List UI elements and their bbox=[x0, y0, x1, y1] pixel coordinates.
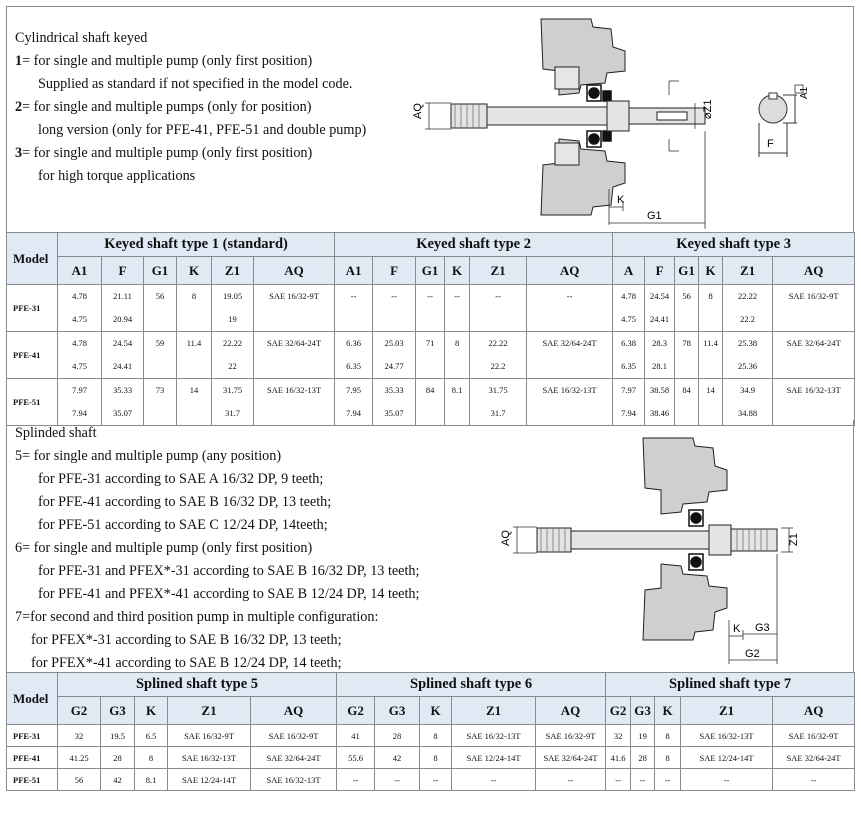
col-header: F bbox=[645, 257, 675, 285]
keyed-shaft-drawing bbox=[411, 11, 855, 231]
splined-line: 7=for second and third position pump in multiple configuration: bbox=[15, 609, 379, 625]
cell-value: 14 bbox=[706, 385, 715, 395]
cell-value: SAE 32/64-24T bbox=[542, 338, 597, 348]
cell-value: 38.58 bbox=[650, 385, 670, 395]
col-header: A1 bbox=[335, 257, 373, 285]
splined-shaft-section bbox=[6, 420, 854, 672]
table-cell: -- bbox=[655, 769, 681, 791]
splined-dim-g3: G3 bbox=[755, 622, 770, 634]
splined-line: 6= for single and multiple pump (only first position) bbox=[15, 540, 313, 556]
cell-value: 73 bbox=[155, 385, 165, 395]
splined-line: for PFEX*-41 according to SAE B 12/24 DP, 14 teeth; bbox=[31, 655, 342, 671]
cell-value: 22.22 bbox=[738, 291, 758, 301]
cell-value: SAE 16/32-9T bbox=[269, 291, 319, 301]
table-cell: 19.5 bbox=[101, 725, 135, 747]
table-cell bbox=[470, 332, 527, 379]
cell-value: 25.03 bbox=[384, 338, 404, 348]
table-cell bbox=[254, 285, 335, 332]
keyed-shaft-description bbox=[15, 27, 366, 188]
table-cell: 6.5 bbox=[135, 725, 168, 747]
model-cell: PFE-51 bbox=[7, 379, 58, 426]
cell-value: 56 bbox=[155, 291, 165, 301]
cell-value: 20.94 bbox=[112, 314, 133, 324]
table-cell bbox=[470, 285, 527, 332]
table-row bbox=[7, 379, 855, 426]
cell-value: 7.94 bbox=[72, 408, 87, 418]
table-cell: -- bbox=[452, 769, 536, 791]
table-cell bbox=[675, 285, 699, 332]
cell-value: 6.38 bbox=[621, 338, 637, 348]
col-header: G3 bbox=[375, 697, 420, 725]
table-cell: 8 bbox=[420, 725, 452, 747]
keyed-type-3-header: Keyed shaft type 3 bbox=[613, 233, 855, 257]
cell-value: 22 bbox=[228, 361, 237, 371]
table-cell: 28 bbox=[101, 747, 135, 769]
cell-value: 84 bbox=[682, 385, 691, 395]
table-cell bbox=[699, 332, 723, 379]
splined-table-body bbox=[7, 725, 855, 791]
splined-dim-k: K bbox=[733, 623, 741, 635]
table-cell: -- bbox=[606, 769, 631, 791]
col-header: K bbox=[420, 697, 452, 725]
col-header: Z1 bbox=[723, 257, 773, 285]
table-row bbox=[7, 747, 855, 769]
keyed-option-2-note: long version (only for PFE-41, PFE-51 and double pump) bbox=[38, 122, 367, 138]
cell-value: 34.88 bbox=[738, 408, 758, 418]
keyed-dim-a1: A1 bbox=[799, 86, 810, 99]
cell-value: 22.2 bbox=[490, 361, 506, 371]
splined-type-7-header: Splined shaft type 7 bbox=[606, 673, 855, 697]
col-header: G1 bbox=[144, 257, 177, 285]
cell-value: 35.33 bbox=[112, 385, 133, 395]
splined-dim-z1: Z1 bbox=[788, 533, 800, 546]
table-cell: SAE 32/64-24T bbox=[773, 747, 855, 769]
table-cell: 42 bbox=[101, 769, 135, 791]
table-cell: 56 bbox=[58, 769, 101, 791]
table-cell: SAE 16/32-13T bbox=[452, 725, 536, 747]
keyed-dim-g1: G1 bbox=[647, 210, 662, 222]
splined-table-model-header: Model bbox=[7, 673, 58, 725]
table-cell bbox=[254, 379, 335, 426]
splined-line: 5= for single and multiple pump (any position) bbox=[15, 448, 282, 464]
table-cell bbox=[144, 332, 177, 379]
table-cell bbox=[445, 379, 470, 426]
cell-value: 31.75 bbox=[488, 385, 508, 395]
splined-shaft-description bbox=[15, 422, 419, 675]
table-cell: SAE 16/32-9T bbox=[168, 725, 251, 747]
table-cell bbox=[527, 285, 613, 332]
cell-value: 21.11 bbox=[113, 291, 132, 301]
table-cell bbox=[613, 379, 645, 426]
col-header: K bbox=[699, 257, 723, 285]
cell-value: 19 bbox=[228, 314, 237, 324]
cell-value: 28.1 bbox=[652, 361, 668, 371]
cell-value: 6.35 bbox=[621, 361, 637, 371]
col-header: AQ bbox=[536, 697, 606, 725]
cell-value: 38.46 bbox=[650, 408, 670, 418]
keyed-option-2: 2= for single and multiple pumps (only for position) bbox=[15, 99, 312, 115]
cell-value: 8 bbox=[708, 291, 713, 301]
table-cell: SAE 16/32-9T bbox=[251, 725, 337, 747]
col-header: G2 bbox=[606, 697, 631, 725]
table-cell: SAE 12/24-14T bbox=[681, 747, 773, 769]
table-cell bbox=[416, 332, 445, 379]
col-header: AQ bbox=[773, 257, 855, 285]
table-cell: 8 bbox=[655, 725, 681, 747]
cell-value: 34.9 bbox=[740, 385, 756, 395]
model-cell: PFE-31 bbox=[7, 285, 58, 332]
table-cell bbox=[212, 379, 254, 426]
table-cell bbox=[102, 285, 144, 332]
cell-value: 24.54 bbox=[112, 338, 133, 348]
cell-value: 24.41 bbox=[112, 361, 133, 371]
splined-line: for PFE-41 according to SAE B 16/32 DP, 13 teeth; bbox=[38, 494, 332, 510]
keyed-type-1-header: Keyed shaft type 1 (standard) bbox=[58, 233, 335, 257]
cell-value: 4.78 bbox=[621, 291, 637, 301]
cell-value: 22.22 bbox=[222, 338, 243, 348]
keyed-shaft-section bbox=[6, 6, 854, 232]
cell-value: -- bbox=[391, 291, 397, 301]
table-cell: -- bbox=[681, 769, 773, 791]
table-cell: SAE 16/32-13T bbox=[168, 747, 251, 769]
col-header: Z1 bbox=[452, 697, 536, 725]
cell-value: 28.3 bbox=[652, 338, 668, 348]
cell-value: 4.75 bbox=[621, 314, 637, 324]
keyed-dim-f: F bbox=[767, 138, 774, 150]
table-cell bbox=[177, 332, 212, 379]
cell-value: 7.97 bbox=[621, 385, 637, 395]
splined-shaft-drawing bbox=[497, 424, 800, 670]
cell-value: 6.35 bbox=[346, 361, 362, 371]
cell-value: 6.36 bbox=[346, 338, 362, 348]
cell-value: 31.7 bbox=[490, 408, 506, 418]
table-cell bbox=[527, 332, 613, 379]
table-cell bbox=[102, 379, 144, 426]
cell-value: 7.97 bbox=[72, 385, 87, 395]
table-cell bbox=[144, 285, 177, 332]
keyed-option-3: 3= for single and multiple pump (only first position) bbox=[15, 145, 313, 161]
table-cell: 8.1 bbox=[135, 769, 168, 791]
col-header: K bbox=[135, 697, 168, 725]
table-cell: SAE 12/24-14T bbox=[452, 747, 536, 769]
cell-value: -- bbox=[427, 291, 433, 301]
col-header: AQ bbox=[527, 257, 613, 285]
table-cell bbox=[58, 332, 102, 379]
cell-value: -- bbox=[454, 291, 460, 301]
cell-value: SAE 32/64-24T bbox=[786, 338, 841, 348]
table-cell: 41.6 bbox=[606, 747, 631, 769]
table-cell: -- bbox=[420, 769, 452, 791]
table-cell bbox=[177, 285, 212, 332]
col-header: K bbox=[655, 697, 681, 725]
cell-value: 25.38 bbox=[738, 338, 758, 348]
cell-value bbox=[335, 308, 372, 331]
col-header: G1 bbox=[675, 257, 699, 285]
keyed-table-column-header bbox=[7, 257, 855, 285]
table-cell: SAE 16/32-13T bbox=[681, 725, 773, 747]
table-cell bbox=[335, 332, 373, 379]
cell-value: 8 bbox=[191, 291, 197, 301]
col-header: G1 bbox=[416, 257, 445, 285]
table-cell: -- bbox=[536, 769, 606, 791]
model-cell: PFE-41 bbox=[7, 332, 58, 379]
cell-value: 4.78 bbox=[72, 338, 87, 348]
keyed-table-model-header: Model bbox=[7, 233, 58, 285]
table-cell bbox=[335, 285, 373, 332]
keyed-shaft-table bbox=[6, 232, 855, 426]
keyed-dim-aq: AQ bbox=[412, 103, 424, 119]
table-cell bbox=[470, 379, 527, 426]
table-cell bbox=[723, 379, 773, 426]
keyed-dim-k: K bbox=[617, 194, 625, 206]
cell-value: 78 bbox=[682, 338, 691, 348]
keyed-option-3-note: for high torque applications bbox=[38, 168, 196, 184]
table-cell bbox=[445, 332, 470, 379]
table-cell bbox=[445, 285, 470, 332]
table-cell: -- bbox=[375, 769, 420, 791]
table-cell bbox=[58, 379, 102, 426]
table-cell: SAE 16/32-13T bbox=[251, 769, 337, 791]
table-cell bbox=[645, 285, 675, 332]
table-cell bbox=[373, 379, 416, 426]
table-cell bbox=[254, 332, 335, 379]
table-cell: SAE 12/24-14T bbox=[168, 769, 251, 791]
cell-value: -- bbox=[566, 291, 573, 301]
table-cell bbox=[645, 379, 675, 426]
table-cell bbox=[416, 379, 445, 426]
cell-value: 4.75 bbox=[72, 361, 87, 371]
table-cell: 41.25 bbox=[58, 747, 101, 769]
cell-value: 56 bbox=[682, 291, 691, 301]
col-header: Z1 bbox=[168, 697, 251, 725]
table-cell bbox=[373, 285, 416, 332]
table-cell bbox=[675, 332, 699, 379]
splined-type-6-header: Splined shaft type 6 bbox=[337, 673, 606, 697]
splined-type-5-header: Splined shaft type 5 bbox=[58, 673, 337, 697]
keyed-table-group-header bbox=[7, 233, 855, 257]
cell-value: 59 bbox=[155, 338, 165, 348]
table-row bbox=[7, 285, 855, 332]
table-cell bbox=[645, 332, 675, 379]
table-cell bbox=[416, 285, 445, 332]
splined-line: for PFEX*-31 according to SAE B 16/32 DP, 13 teeth; bbox=[31, 632, 342, 648]
cell-value: 8 bbox=[454, 338, 460, 348]
table-cell bbox=[58, 285, 102, 332]
col-header: G3 bbox=[631, 697, 655, 725]
cell-value: 84 bbox=[425, 385, 435, 395]
table-cell: 32 bbox=[58, 725, 101, 747]
col-header: K bbox=[177, 257, 212, 285]
splined-table-column-header bbox=[7, 697, 855, 725]
table-cell bbox=[212, 332, 254, 379]
table-cell: SAE 32/64-24T bbox=[251, 747, 337, 769]
splined-line: for PFE-41 and PFEX*-41 according to SAE B 12/24 DP, 14 teeth; bbox=[38, 586, 420, 602]
col-header: K bbox=[445, 257, 470, 285]
table-cell bbox=[773, 332, 855, 379]
splined-line: for PFE-31 according to SAE A 16/32 DP, 9 teeth; bbox=[38, 471, 324, 487]
col-header: F bbox=[102, 257, 144, 285]
cell-value: SAE 16/32-13T bbox=[267, 385, 322, 395]
table-cell: 41 bbox=[337, 725, 375, 747]
table-cell bbox=[212, 285, 254, 332]
splined-shaft-table bbox=[6, 672, 855, 791]
cell-value: -- bbox=[350, 291, 357, 301]
cell-value: 35.33 bbox=[384, 385, 404, 395]
col-header: AQ bbox=[773, 697, 855, 725]
table-cell bbox=[699, 285, 723, 332]
cell-value: 4.75 bbox=[72, 314, 87, 324]
table-cell bbox=[177, 379, 212, 426]
splined-table-group-header bbox=[7, 673, 855, 697]
keyed-option-1: 1= for single and multiple pump (only first position) bbox=[15, 53, 313, 69]
col-header: Z1 bbox=[681, 697, 773, 725]
cell-value: 7.94 bbox=[621, 408, 637, 418]
cell-value: SAE 16/32-13T bbox=[786, 385, 841, 395]
table-cell: 19 bbox=[631, 725, 655, 747]
cell-value: 31.7 bbox=[225, 408, 240, 418]
cell-value: SAE 16/32-13T bbox=[542, 385, 597, 395]
model-cell: PFE-41 bbox=[7, 747, 58, 769]
table-row bbox=[7, 332, 855, 379]
cell-value: 11.4 bbox=[703, 338, 718, 348]
cell-value: 14 bbox=[189, 385, 199, 395]
cell-value: 8.1 bbox=[451, 385, 463, 395]
col-header: Z1 bbox=[212, 257, 254, 285]
splined-dim-g2: G2 bbox=[745, 648, 760, 660]
table-cell bbox=[675, 379, 699, 426]
table-cell bbox=[102, 332, 144, 379]
cell-value: 24.54 bbox=[650, 291, 670, 301]
splined-line: for PFE-31 and PFEX*-31 according to SAE B 16/32 DP, 13 teeth; bbox=[38, 563, 420, 579]
cell-value: 11.4 bbox=[186, 338, 202, 348]
keyed-shaft-title: Cylindrical shaft keyed bbox=[15, 30, 148, 46]
cell-value: 25.36 bbox=[738, 361, 758, 371]
col-header: G3 bbox=[101, 697, 135, 725]
keyed-table-body bbox=[7, 285, 855, 426]
col-header: G2 bbox=[337, 697, 375, 725]
splined-dim-aq: AQ bbox=[500, 530, 512, 546]
cell-value: SAE 32/64-24T bbox=[267, 338, 322, 348]
cell-value: 7.94 bbox=[346, 408, 362, 418]
table-cell: 42 bbox=[375, 747, 420, 769]
cell-value: 35.07 bbox=[112, 408, 133, 418]
table-cell bbox=[527, 379, 613, 426]
table-cell: 8 bbox=[655, 747, 681, 769]
splined-shaft-title: Splinded shaft bbox=[15, 425, 97, 441]
table-cell: SAE 16/32-9T bbox=[773, 725, 855, 747]
table-cell bbox=[723, 285, 773, 332]
cell-value: 35.07 bbox=[384, 408, 404, 418]
model-cell: PFE-31 bbox=[7, 725, 58, 747]
cell-value: 24.77 bbox=[384, 361, 404, 371]
table-cell: 32 bbox=[606, 725, 631, 747]
cell-value: 7.95 bbox=[346, 385, 362, 395]
col-header: Z1 bbox=[470, 257, 527, 285]
cell-value: 4.78 bbox=[72, 291, 87, 301]
col-header: AQ bbox=[251, 697, 337, 725]
table-row bbox=[7, 769, 855, 791]
table-cell: 55.6 bbox=[337, 747, 375, 769]
col-header: G2 bbox=[58, 697, 101, 725]
table-cell: -- bbox=[631, 769, 655, 791]
table-cell bbox=[373, 332, 416, 379]
model-cell: PFE-51 bbox=[7, 769, 58, 791]
cell-value: -- bbox=[495, 291, 501, 301]
cell-value bbox=[373, 308, 415, 331]
table-cell bbox=[613, 285, 645, 332]
cell-value bbox=[470, 308, 526, 331]
table-cell bbox=[699, 379, 723, 426]
col-header: F bbox=[373, 257, 416, 285]
table-cell: -- bbox=[773, 769, 855, 791]
table-cell: 8 bbox=[135, 747, 168, 769]
table-row bbox=[7, 725, 855, 747]
table-cell: -- bbox=[337, 769, 375, 791]
table-cell: 28 bbox=[631, 747, 655, 769]
table-cell bbox=[723, 332, 773, 379]
cell-value: SAE 16/32-9T bbox=[788, 291, 839, 301]
table-cell bbox=[335, 379, 373, 426]
table-cell: 28 bbox=[375, 725, 420, 747]
cell-value: 19.05 bbox=[222, 291, 243, 301]
table-cell bbox=[613, 332, 645, 379]
keyed-type-2-header: Keyed shaft type 2 bbox=[335, 233, 613, 257]
cell-value: 22.22 bbox=[488, 338, 508, 348]
cell-value: 22.2 bbox=[740, 314, 756, 324]
table-cell: SAE 32/64-24T bbox=[536, 747, 606, 769]
table-cell: 8 bbox=[420, 747, 452, 769]
cell-value: 24.41 bbox=[650, 314, 670, 324]
table-cell bbox=[773, 379, 855, 426]
table-cell: SAE 16/32-9T bbox=[536, 725, 606, 747]
table-cell bbox=[773, 285, 855, 332]
col-header: AQ bbox=[254, 257, 335, 285]
keyed-option-1-note: Supplied as standard if not specified in the model code. bbox=[38, 76, 353, 92]
col-header: A bbox=[613, 257, 645, 285]
cell-value: 31.75 bbox=[222, 385, 243, 395]
cell-value: 71 bbox=[425, 338, 435, 348]
splined-line: for PFE-51 according to SAE C 12/24 DP, 14teeth; bbox=[38, 517, 328, 533]
col-header: A1 bbox=[58, 257, 102, 285]
keyed-dim-z1: ⌀Z1 bbox=[702, 99, 714, 119]
table-cell bbox=[144, 379, 177, 426]
